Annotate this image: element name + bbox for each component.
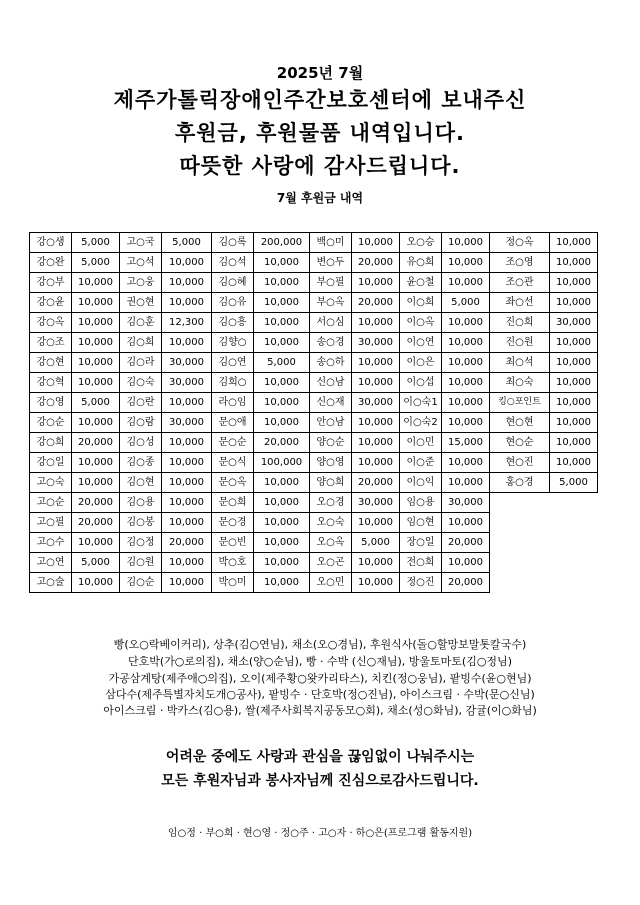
donor-name: 김○성	[120, 433, 162, 453]
donor-name: 고○순	[30, 493, 72, 513]
donation-amount: 10,000	[442, 353, 490, 373]
donor-name: 고○석	[120, 253, 162, 273]
donor-name: 정○진	[400, 573, 442, 593]
donor-name: 이○민	[400, 433, 442, 453]
donation-amount: 12,300	[162, 313, 212, 333]
donor-name: 진○희	[490, 313, 550, 333]
donation-amount: 10,000	[72, 573, 120, 593]
donor-name: 고○숙	[30, 473, 72, 493]
donation-amount: 10,000	[550, 253, 598, 273]
donation-amount: 10,000	[442, 553, 490, 573]
donation-amount: 10,000	[162, 493, 212, 513]
donation-amount: 5,000	[550, 473, 598, 493]
donation-amount: 10,000	[550, 333, 598, 353]
donation-amount: 5,000	[72, 233, 120, 253]
donor-name: 권○현	[120, 293, 162, 313]
empty-cell	[550, 493, 598, 513]
donor-name: 안○남	[310, 413, 352, 433]
report-date: 2025년 7월	[276, 64, 364, 82]
donation-amount: 10,000	[550, 433, 598, 453]
donation-amount: 10,000	[162, 513, 212, 533]
donation-amount: 10,000	[352, 453, 400, 473]
donor-name: 강○윤	[30, 293, 72, 313]
volunteer-credits: 임○정 · 부○희 · 현○영 · 정○주 · 고○자 · 하○은(프로그램 활동지원)	[167, 828, 473, 839]
donation-amount: 10,000	[254, 553, 310, 573]
donor-name: 이○옥	[400, 313, 442, 333]
donor-name: 김○석	[212, 253, 254, 273]
donor-name: 강○완	[30, 253, 72, 273]
donation-amount: 10,000	[442, 473, 490, 493]
donation-amount: 10,000	[254, 393, 310, 413]
donor-name: 문○애	[212, 413, 254, 433]
donation-amount: 10,000	[162, 393, 212, 413]
donation-amount: 10,000	[162, 293, 212, 313]
donation-amount: 10,000	[254, 493, 310, 513]
donor-name: 이○익	[400, 473, 442, 493]
donor-name: 이○숙1	[400, 393, 442, 413]
donor-name: 윤○철	[400, 273, 442, 293]
donor-name: 양○순	[310, 433, 352, 453]
donor-name: 임○용	[400, 493, 442, 513]
donation-amount: 200,000	[254, 233, 310, 253]
donation-amount: 10,000	[352, 573, 400, 593]
donation-amount: 10,000	[254, 373, 310, 393]
donor-name: 김○혜	[212, 273, 254, 293]
donation-amount: 5,000	[442, 293, 490, 313]
table-row	[30, 573, 598, 593]
donation-amount: 30,000	[442, 493, 490, 513]
donation-amount: 10,000	[550, 293, 598, 313]
table-row	[30, 413, 598, 433]
donor-name: 현○현	[490, 413, 550, 433]
donation-amount: 10,000	[72, 353, 120, 373]
empty-cell	[490, 513, 550, 533]
table-row	[30, 453, 598, 473]
donor-name: 강○생	[30, 233, 72, 253]
donor-name: 이○준	[400, 453, 442, 473]
table-row	[30, 473, 598, 493]
table-row	[30, 353, 598, 373]
donation-amount: 10,000	[442, 513, 490, 533]
donor-name: 라○임	[212, 393, 254, 413]
donation-amount: 10,000	[72, 473, 120, 493]
donor-name: 홍○경	[490, 473, 550, 493]
donation-amount: 10,000	[72, 333, 120, 353]
table-row	[30, 273, 598, 293]
donation-amount: 30,000	[162, 413, 212, 433]
empty-cell	[490, 533, 550, 553]
donor-name: 문○식	[212, 453, 254, 473]
donation-amount: 10,000	[162, 433, 212, 453]
donation-amount: 10,000	[352, 553, 400, 573]
donation-amount: 10,000	[550, 273, 598, 293]
donation-amount: 10,000	[352, 273, 400, 293]
donation-amount: 10,000	[352, 353, 400, 373]
donation-amount: 20,000	[352, 473, 400, 493]
donor-name: 이○은	[400, 353, 442, 373]
donor-name: 오○숙	[310, 513, 352, 533]
donor-name: 백○미	[310, 233, 352, 253]
donor-name: 오○승	[400, 233, 442, 253]
empty-cell	[490, 553, 550, 573]
donation-amount: 10,000	[162, 273, 212, 293]
donation-amount: 10,000	[352, 233, 400, 253]
donation-amount: 10,000	[550, 413, 598, 433]
donor-name: 김○유	[212, 293, 254, 313]
donor-name: 임○현	[400, 513, 442, 533]
donation-amount: 10,000	[254, 273, 310, 293]
donation-amount: 10,000	[254, 413, 310, 433]
donor-name: 이○희	[400, 293, 442, 313]
donor-name: 김○란	[120, 393, 162, 413]
donor-name: 문○경	[212, 513, 254, 533]
donor-name: 김○흥	[212, 313, 254, 333]
donor-name: 송○경	[310, 333, 352, 353]
donor-name: 김○연	[212, 353, 254, 373]
donation-amount: 10,000	[352, 413, 400, 433]
table-row	[30, 493, 598, 513]
donor-name: 전○희	[400, 553, 442, 573]
donor-name: 강○영	[30, 393, 72, 413]
donor-name: 김○람	[120, 413, 162, 433]
donor-name: 강○부	[30, 273, 72, 293]
donation-amount: 10,000	[352, 373, 400, 393]
donation-amount: 30,000	[352, 493, 400, 513]
donation-amount: 10,000	[254, 293, 310, 313]
donation-amount: 10,000	[72, 273, 120, 293]
donor-name: 강○옥	[30, 313, 72, 333]
donor-name: 김○훈	[120, 313, 162, 333]
goods-line: 삼다수(제주특별자치도개○공사), 팥빙수 · 단호박(정○진님), 아이스크림 · 수박(문○신님)	[105, 688, 535, 701]
donation-amount: 10,000	[442, 393, 490, 413]
donation-amount: 10,000	[162, 253, 212, 273]
donation-amount: 20,000	[254, 433, 310, 453]
donation-amount: 10,000	[352, 313, 400, 333]
donor-name: 김희○	[212, 373, 254, 393]
donation-amount: 10,000	[254, 513, 310, 533]
donor-name: 신○남	[310, 373, 352, 393]
donor-name: 김향○	[212, 333, 254, 353]
donor-name: 정○옥	[490, 233, 550, 253]
donor-name: 김○순	[120, 573, 162, 593]
donation-amount: 20,000	[352, 293, 400, 313]
donation-amount: 10,000	[254, 313, 310, 333]
donation-amount: 10,000	[254, 473, 310, 493]
empty-cell	[490, 573, 550, 593]
donation-amount: 20,000	[72, 513, 120, 533]
donor-name: 양○희	[310, 473, 352, 493]
donation-amount: 10,000	[550, 373, 598, 393]
donation-amount: 10,000	[72, 373, 120, 393]
donor-name: 고○수	[30, 533, 72, 553]
donation-amount: 10,000	[442, 413, 490, 433]
goods-line: 단호박(가○로의집), 채소(양○순님), 빵 · 수박 (신○재님), 방울토마토(김○정님)	[128, 655, 512, 668]
donor-name: 김○라	[120, 353, 162, 373]
donation-amount: 10,000	[442, 273, 490, 293]
donation-amount: 10,000	[254, 253, 310, 273]
donation-amount: 10,000	[72, 533, 120, 553]
donation-amount: 10,000	[442, 373, 490, 393]
donation-amount: 20,000	[442, 533, 490, 553]
donor-name: 조○관	[490, 273, 550, 293]
donor-name: 고○연	[30, 553, 72, 573]
donation-amount: 30,000	[162, 353, 212, 373]
donor-name: 고○웅	[120, 273, 162, 293]
donation-amount: 10,000	[352, 433, 400, 453]
empty-cell	[550, 573, 598, 593]
empty-cell	[550, 533, 598, 553]
donation-amount: 10,000	[442, 333, 490, 353]
donor-name: 유○희	[400, 253, 442, 273]
donation-amount: 5,000	[162, 233, 212, 253]
table-row	[30, 313, 598, 333]
donor-name: 김○숙	[120, 373, 162, 393]
donor-name: 최○석	[490, 353, 550, 373]
donation-amount: 10,000	[442, 233, 490, 253]
donation-amount: 10,000	[162, 553, 212, 573]
donor-name: 문○희	[212, 493, 254, 513]
donor-name: 강○현	[30, 353, 72, 373]
donor-name: 고○필	[30, 513, 72, 533]
donation-amount: 5,000	[72, 393, 120, 413]
donor-name: 강○일	[30, 453, 72, 473]
thanks-line-2: 모든 후원자님과 봉사자님께 진심으로감사드립니다.	[161, 773, 479, 789]
thanks-line-1: 어려운 중에도 사랑과 관심을 끊임없이 나눠주시는	[165, 749, 475, 765]
donation-amount: 30,000	[352, 333, 400, 353]
donation-amount: 20,000	[442, 573, 490, 593]
donation-amount: 100,000	[254, 453, 310, 473]
title-line-3: 따뜻한 사랑에 감사드립니다.	[179, 154, 461, 178]
donor-name: 진○원	[490, 333, 550, 353]
donor-name: 오○곤	[310, 553, 352, 573]
table-row	[30, 533, 598, 553]
donation-amount: 30,000	[352, 393, 400, 413]
donor-name: 김○종	[120, 453, 162, 473]
empty-cell	[550, 553, 598, 573]
donation-amount: 10,000	[442, 253, 490, 273]
donor-name: 오○민	[310, 573, 352, 593]
donation-amount: 10,000	[550, 353, 598, 373]
title-line-2: 후원금, 후원물품 내역입니다.	[174, 121, 465, 145]
table-row	[30, 373, 598, 393]
donation-amount: 30,000	[550, 313, 598, 333]
goods-line: 가공삼계탕(제주애○의집), 오이(제주황○왓카리타스), 치킨(정○웅님), 팥빙수(윤○현님)	[108, 672, 532, 685]
donation-amount: 10,000	[254, 573, 310, 593]
donor-name: 이○섭	[400, 373, 442, 393]
donor-name: 김○정	[120, 533, 162, 553]
donor-name: 신○재	[310, 393, 352, 413]
donor-name: 최○숙	[490, 373, 550, 393]
donation-amount: 10,000	[550, 393, 598, 413]
donation-amount: 10,000	[72, 413, 120, 433]
donation-amount: 10,000	[162, 453, 212, 473]
donor-name: 고○국	[120, 233, 162, 253]
donor-name: 고○술	[30, 573, 72, 593]
donor-name: 김○원	[120, 553, 162, 573]
donation-amount: 10,000	[162, 473, 212, 493]
donation-amount: 20,000	[162, 533, 212, 553]
donation-amount: 10,000	[442, 313, 490, 333]
donation-table	[29, 232, 598, 593]
donor-name: 문○빈	[212, 533, 254, 553]
donor-name: 좌○선	[490, 293, 550, 313]
donation-amount: 20,000	[352, 253, 400, 273]
donor-name: 킹○포인트	[490, 393, 550, 413]
donor-name: 부○옥	[310, 293, 352, 313]
donor-name: 김○희	[120, 333, 162, 353]
donor-name: 오○경	[310, 493, 352, 513]
donor-name: 이○숙2	[400, 413, 442, 433]
donor-name: 김○록	[212, 233, 254, 253]
table-subtitle: 7월 후원금 내역	[276, 191, 364, 205]
donor-name: 강○순	[30, 413, 72, 433]
donation-amount: 5,000	[72, 553, 120, 573]
donation-amount: 10,000	[72, 293, 120, 313]
donation-amount: 10,000	[254, 333, 310, 353]
donation-amount: 5,000	[72, 253, 120, 273]
donation-amount: 10,000	[162, 573, 212, 593]
donation-amount: 5,000	[254, 353, 310, 373]
donor-name: 김○용	[120, 493, 162, 513]
donation-amount: 10,000	[72, 453, 120, 473]
donation-amount: 30,000	[162, 373, 212, 393]
table-row	[30, 433, 598, 453]
table-row	[30, 513, 598, 533]
table-row	[30, 333, 598, 353]
donation-amount: 10,000	[550, 453, 598, 473]
table-row	[30, 553, 598, 573]
donor-name: 현○진	[490, 453, 550, 473]
donation-amount: 10,000	[550, 233, 598, 253]
donation-amount: 15,000	[442, 433, 490, 453]
donation-amount: 10,000	[162, 333, 212, 353]
empty-cell	[490, 493, 550, 513]
goods-line: 빵(오○락베이커리), 상추(김○연님), 채소(오○경님), 후원식사(돌○할망보말톳칼국수)	[113, 638, 527, 651]
donor-name: 강○혁	[30, 373, 72, 393]
donor-name: 김○봉	[120, 513, 162, 533]
donor-name: 문○옥	[212, 473, 254, 493]
table-row	[30, 253, 598, 273]
donor-name: 박○미	[212, 573, 254, 593]
donation-amount: 20,000	[72, 433, 120, 453]
table-row	[30, 293, 598, 313]
donation-amount: 10,000	[352, 513, 400, 533]
title-line-1: 제주가톨릭장애인주간보호센터에 보내주신	[113, 88, 527, 112]
donor-name: 변○두	[310, 253, 352, 273]
donor-name: 강○조	[30, 333, 72, 353]
donation-amount: 10,000	[72, 313, 120, 333]
donor-name: 현○순	[490, 433, 550, 453]
donation-amount: 10,000	[254, 533, 310, 553]
donor-name: 박○호	[212, 553, 254, 573]
donor-name: 장○일	[400, 533, 442, 553]
donor-name: 송○하	[310, 353, 352, 373]
donor-name: 김○현	[120, 473, 162, 493]
donation-amount: 10,000	[442, 453, 490, 473]
empty-cell	[550, 513, 598, 533]
donation-amount: 5,000	[352, 533, 400, 553]
table-row	[30, 233, 598, 253]
donor-name: 오○옥	[310, 533, 352, 553]
donor-name: 강○희	[30, 433, 72, 453]
donor-name: 문○순	[212, 433, 254, 453]
table-row	[30, 393, 598, 413]
donation-amount: 20,000	[72, 493, 120, 513]
donor-name: 이○연	[400, 333, 442, 353]
goods-line: 아이스크림 · 박카스(김○용), 쌀(제주사회복지공동모○회), 채소(성○화님), 감귤(이○화님)	[103, 704, 537, 717]
donor-name: 서○심	[310, 313, 352, 333]
donor-name: 부○필	[310, 273, 352, 293]
donor-name: 양○영	[310, 453, 352, 473]
donor-name: 조○영	[490, 253, 550, 273]
